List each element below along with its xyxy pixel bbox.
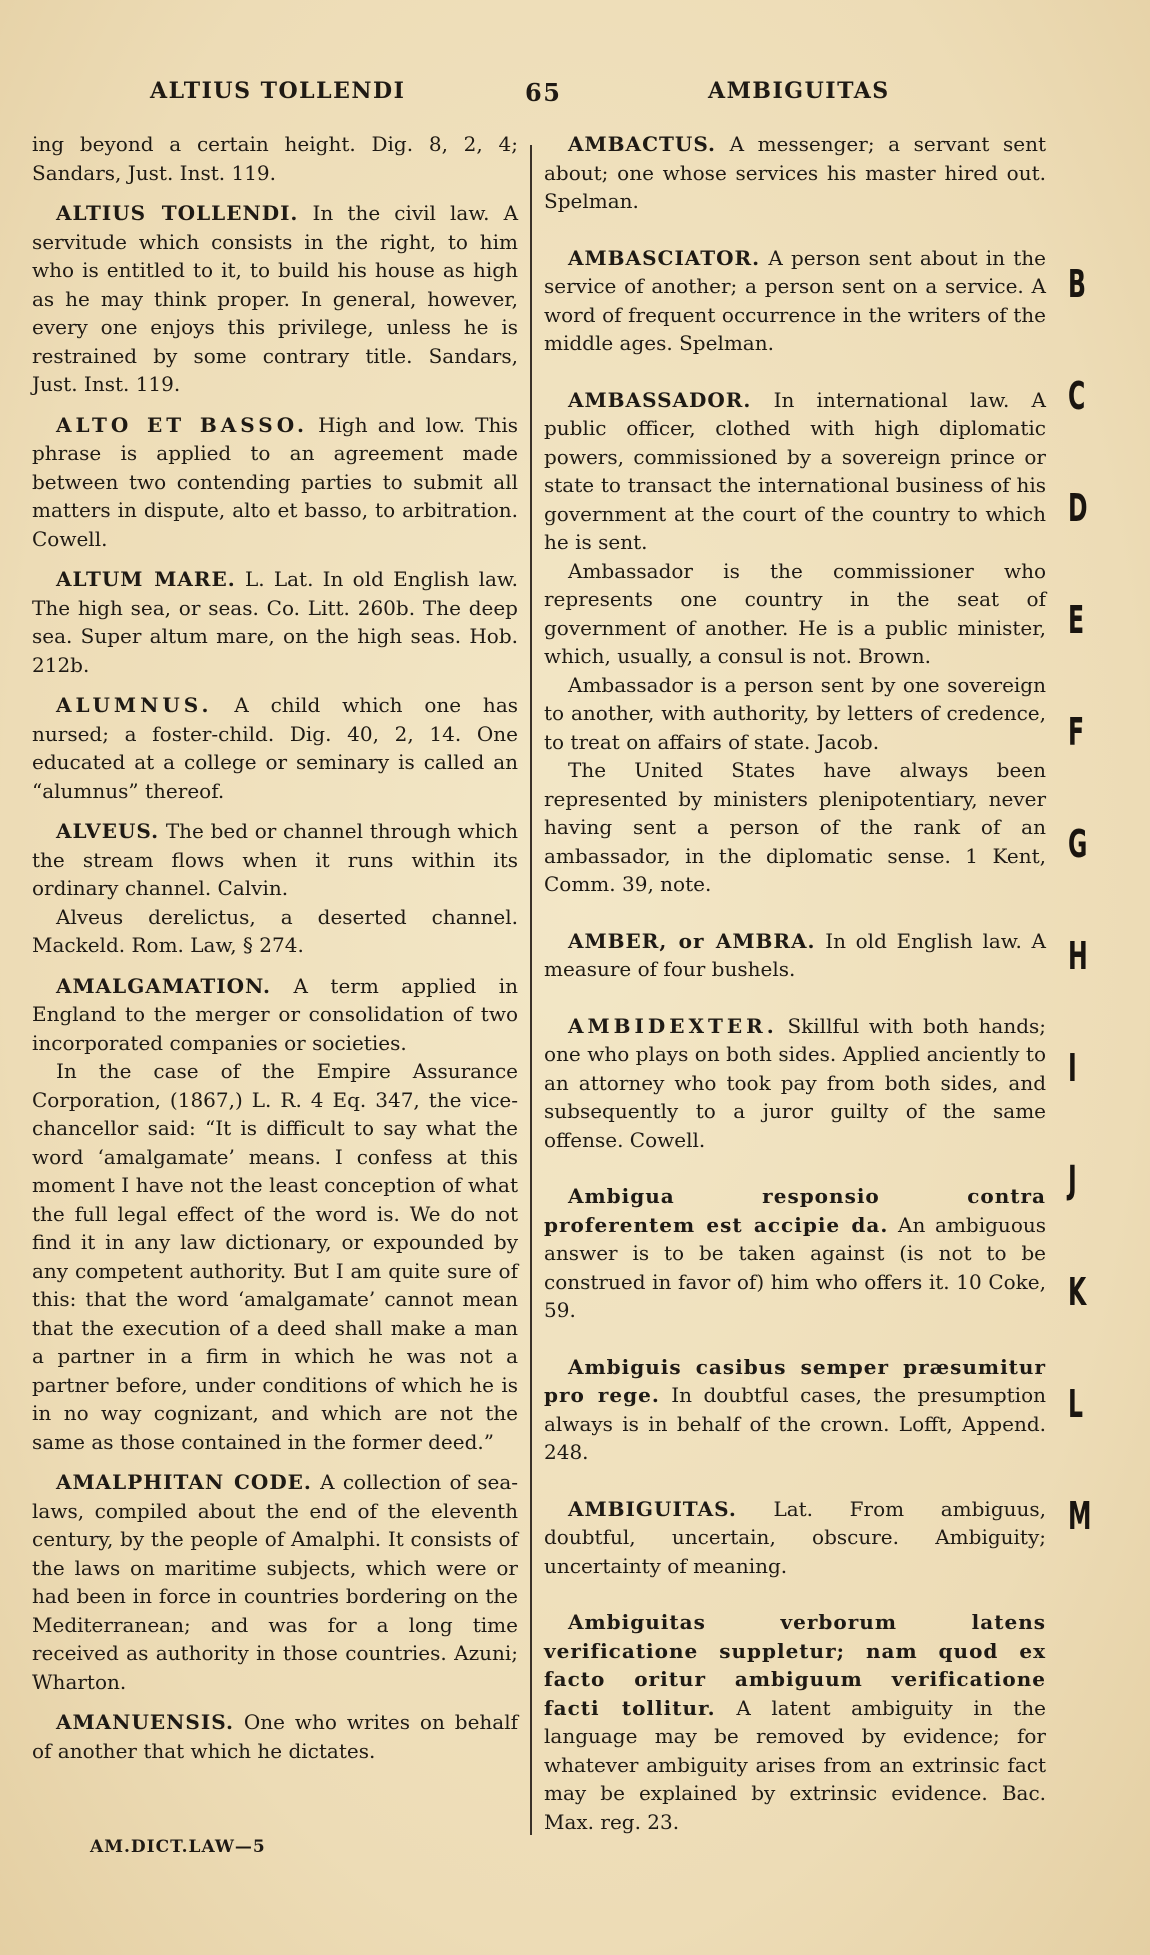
entry-paragraph <box>544 557 1046 671</box>
entry-paragraph <box>544 1608 1046 1836</box>
entry-text: A term applied in England to the merger or consolidation of two incorporated companies or societies. <box>32 973 519 1055</box>
entry-headword: ALTO ET BASSO. <box>56 412 308 437</box>
entry-text: An ambiguous answer is to be taken against (is not to be construed in favor of) him who offers it. 10 Coke, 59. <box>544 1212 1046 1322</box>
entry-paragraph <box>32 1468 518 1696</box>
entry-text: High and low. This phrase is applied to an agreement made between two contending parties to submit all matters in dispute, alto et basso, to arbitration. Cowell. <box>32 412 519 551</box>
entry-text: Skillful with both hands; one who plays on both sides. Applied anciently to an attorney who took pay from both sides, and subsequently to a juror guilty of the same offense. Cowell. <box>544 1013 1047 1152</box>
signature-mark: AM.DICT.LAW—5 <box>90 1837 266 1857</box>
dictionary-entry <box>32 130 518 187</box>
entry-headword: AMBIGUITAS. <box>568 1496 737 1521</box>
thumb-index-letter: I <box>1068 1046 1077 1090</box>
thumb-index-letter: B <box>1068 262 1086 306</box>
entry-headword: ALUMNUS. <box>56 693 213 717</box>
dictionary-entry <box>32 817 518 960</box>
dictionary-entry <box>32 972 518 1457</box>
entry-paragraph <box>544 130 1046 216</box>
thumb-index-letter: F <box>1068 710 1085 754</box>
entry-headword: AMBACTUS. <box>568 132 717 156</box>
entry-text: One who writes on behalf of another that which he dictates. <box>32 1710 519 1763</box>
entry-paragraph <box>32 903 518 960</box>
thumb-index-letter: K <box>1068 1270 1087 1314</box>
entry-text: The bed or channel through which the stream flows when it runs within its ordinary channel. Calvin. <box>32 819 519 900</box>
thumb-index-letter: H <box>1068 934 1088 978</box>
entry-headword: Ambigua responsio contra proferentem est accipie da. <box>544 1184 1046 1237</box>
entry-headword: AMALPHITAN CODE. <box>56 1470 312 1494</box>
entry-paragraph <box>32 1708 518 1765</box>
dictionary-entry <box>544 386 1046 899</box>
entry-paragraph <box>544 244 1046 358</box>
entry-text: In the civil law. A servitude which consists in the right, to him who is entitled to it, to build his house as high as he may think proper. In general, however, every one enjoys this privilege, unless he is restrained by some contrary title. Sandars, Just. Inst. 119. <box>32 201 519 396</box>
entry-paragraph <box>544 671 1046 757</box>
entry-paragraph <box>544 927 1046 984</box>
thumb-index-letter: L <box>1068 1382 1084 1426</box>
entry-text: Ambassador is a person sent by one sovereign to another, with authority, by letters of credence, to treat on affairs of state. Jacob. <box>544 672 1046 754</box>
entry-paragraph <box>544 756 1046 899</box>
dictionary-entry <box>544 1495 1046 1581</box>
entry-headword: AMBASCIATOR. <box>568 245 761 270</box>
entry-headword: AMALGAMATION. <box>56 973 272 998</box>
entry-text: A messenger; a servant sent about; one whose services his master hired out. Spelman. <box>544 132 1046 213</box>
entry-text: Alveus derelictus, a deserted channel. Mackeld. Rom. Law, § 274. <box>32 904 518 957</box>
entry-text: L. Lat. In old English law. The high sea, or seas. Co. Litt. 260b. The deep sea. Super altum mare, on the high seas. Hob. 212b. <box>32 567 519 677</box>
right-column <box>544 130 1046 1864</box>
entry-headword: AMBIDEXTER. <box>568 1013 778 1038</box>
dictionary-entry <box>544 244 1046 358</box>
entry-text: ing beyond a certain height. Dig. 8, 2, 4; Sandars, Just. Inst. 119. <box>32 132 518 185</box>
entry-paragraph <box>32 972 518 1058</box>
dictionary-entry <box>544 1353 1046 1467</box>
entry-paragraph <box>544 1012 1046 1155</box>
dictionary-entry <box>544 1012 1046 1155</box>
entry-headword: ALVEUS. <box>56 819 160 843</box>
entry-text: In international law. A public officer, clothed with high diplomatic powers, commissioned by a sovereign prince or state to transact the international business of his government at the court of the country to which he is sent. <box>544 387 1046 554</box>
entry-headword: ALTUM MARE. <box>56 567 236 591</box>
dictionary-entry <box>32 1468 518 1696</box>
entry-paragraph <box>544 1353 1046 1467</box>
running-head-right: AMBIGUITAS <box>708 78 890 104</box>
entry-headword: AMBER, or AMBRA. <box>568 928 816 953</box>
entry-text: A latent ambiguity in the language may be removed by evidence; for whatever ambiguity arises from an extrinsic fact may be explained by extrinsic evidence. Bac. Max. reg. 23. <box>544 1695 1046 1834</box>
thumb-index-letter: J <box>1068 1158 1077 1202</box>
dictionary-entry <box>32 1708 518 1765</box>
dictionary-entry <box>544 1182 1046 1325</box>
dictionary-entry <box>32 199 518 399</box>
entry-paragraph <box>32 199 518 399</box>
entry-text: A person sent about in the service of another; a person sent on a service. A word of frequent occurrence in the writers of the middle ages. Spelman. <box>544 245 1047 355</box>
dictionary-entry <box>544 927 1046 984</box>
thumb-index-letter: G <box>1068 822 1088 866</box>
entry-text: In the case of the Empire Assurance Corporation, (1867,) L. R. 4 Eq. 347, the vice-chancellor said: “It is difficult to say what the word ‘amalgamate’ means. I confess at this moment I have not the least conception of what the full legal effect of the word is. We do not find it in any law dictionary, or expounded by any competent authority. But I am quite sure of this: that the word ‘amalgamate’ cannot mean that the execution of a deed shall make a man a partner in a firm in which he was not a partner before, under conditions of which he is in no way cognizant, and which are not the same as those contained in the former deed.” <box>32 1059 518 1454</box>
thumb-index-letter: M <box>1068 1494 1092 1538</box>
entry-paragraph <box>32 1057 518 1456</box>
entry-headword: Ambiguitas verborum latens verificatione suppletur; nam quod ex facto oritur ambiguum verificatione facti tollitur. <box>544 1610 1046 1720</box>
entry-paragraph <box>32 565 518 679</box>
dictionary-entry <box>32 411 518 554</box>
entry-text: In old English law. A measure of four bushels. <box>544 928 1047 981</box>
entry-text: Lat. From ambiguus, doubtful, uncertain, obscure. Ambiguity; uncertainty of meaning. <box>544 1496 1047 1578</box>
left-column <box>32 130 518 1777</box>
entry-paragraph <box>544 1182 1046 1325</box>
entry-paragraph <box>32 817 518 903</box>
entry-headword: AMBASSADOR. <box>568 387 752 412</box>
dictionary-entry <box>32 565 518 679</box>
thumb-index-letter: E <box>1068 598 1085 642</box>
entry-paragraph <box>32 691 518 805</box>
entry-text: A child which one has nursed; a foster-child. Dig. 40, 2, 14. One educated at a college or seminary is called an “alumnus” thereof. <box>32 693 519 803</box>
entry-paragraph <box>32 411 518 554</box>
entry-text: A collection of sea-laws, compiled about the end of the eleventh century, by the people of Amalphi. It consists of the laws on maritime subjects, which were or had been in force in countries bordering on the Mediterranean; and was for a long time received as authority in those countries. Azuni; Wharton. <box>32 1470 519 1694</box>
entry-paragraph <box>544 386 1046 557</box>
column-divider <box>530 145 532 1835</box>
running-head-left: ALTIUS TOLLENDI <box>150 78 406 104</box>
dictionary-entry <box>544 130 1046 216</box>
entry-paragraph <box>544 1495 1046 1581</box>
dictionary-entry <box>544 1608 1046 1836</box>
entry-text: The United States have always been represented by ministers plenipotentiary, never having sent a person of the rank of an ambassador, in the diplomatic sense. 1 Kent, Comm. 39, note. <box>544 758 1046 896</box>
entry-text: Ambassador is the commissioner who represents one country in the seat of government of another. He is a public minister, which, usually, a consul is not. Brown. <box>544 558 1046 668</box>
thumb-index-letter: D <box>1068 486 1088 530</box>
entry-headword: AMANUENSIS. <box>56 1710 234 1734</box>
entry-text: In doubtful cases, the presumption always is in behalf of the crown. Lofft, Append. 248. <box>544 1383 1047 1464</box>
dictionary-entry <box>32 691 518 805</box>
entry-headword: ALTIUS TOLLENDI. <box>56 201 299 225</box>
entry-headword: Ambiguis casibus semper præsumitur pro rege. <box>544 1354 1046 1407</box>
thumb-index-letter: C <box>1068 374 1086 418</box>
page-number: 65 <box>525 78 562 107</box>
entry-paragraph <box>32 130 518 187</box>
